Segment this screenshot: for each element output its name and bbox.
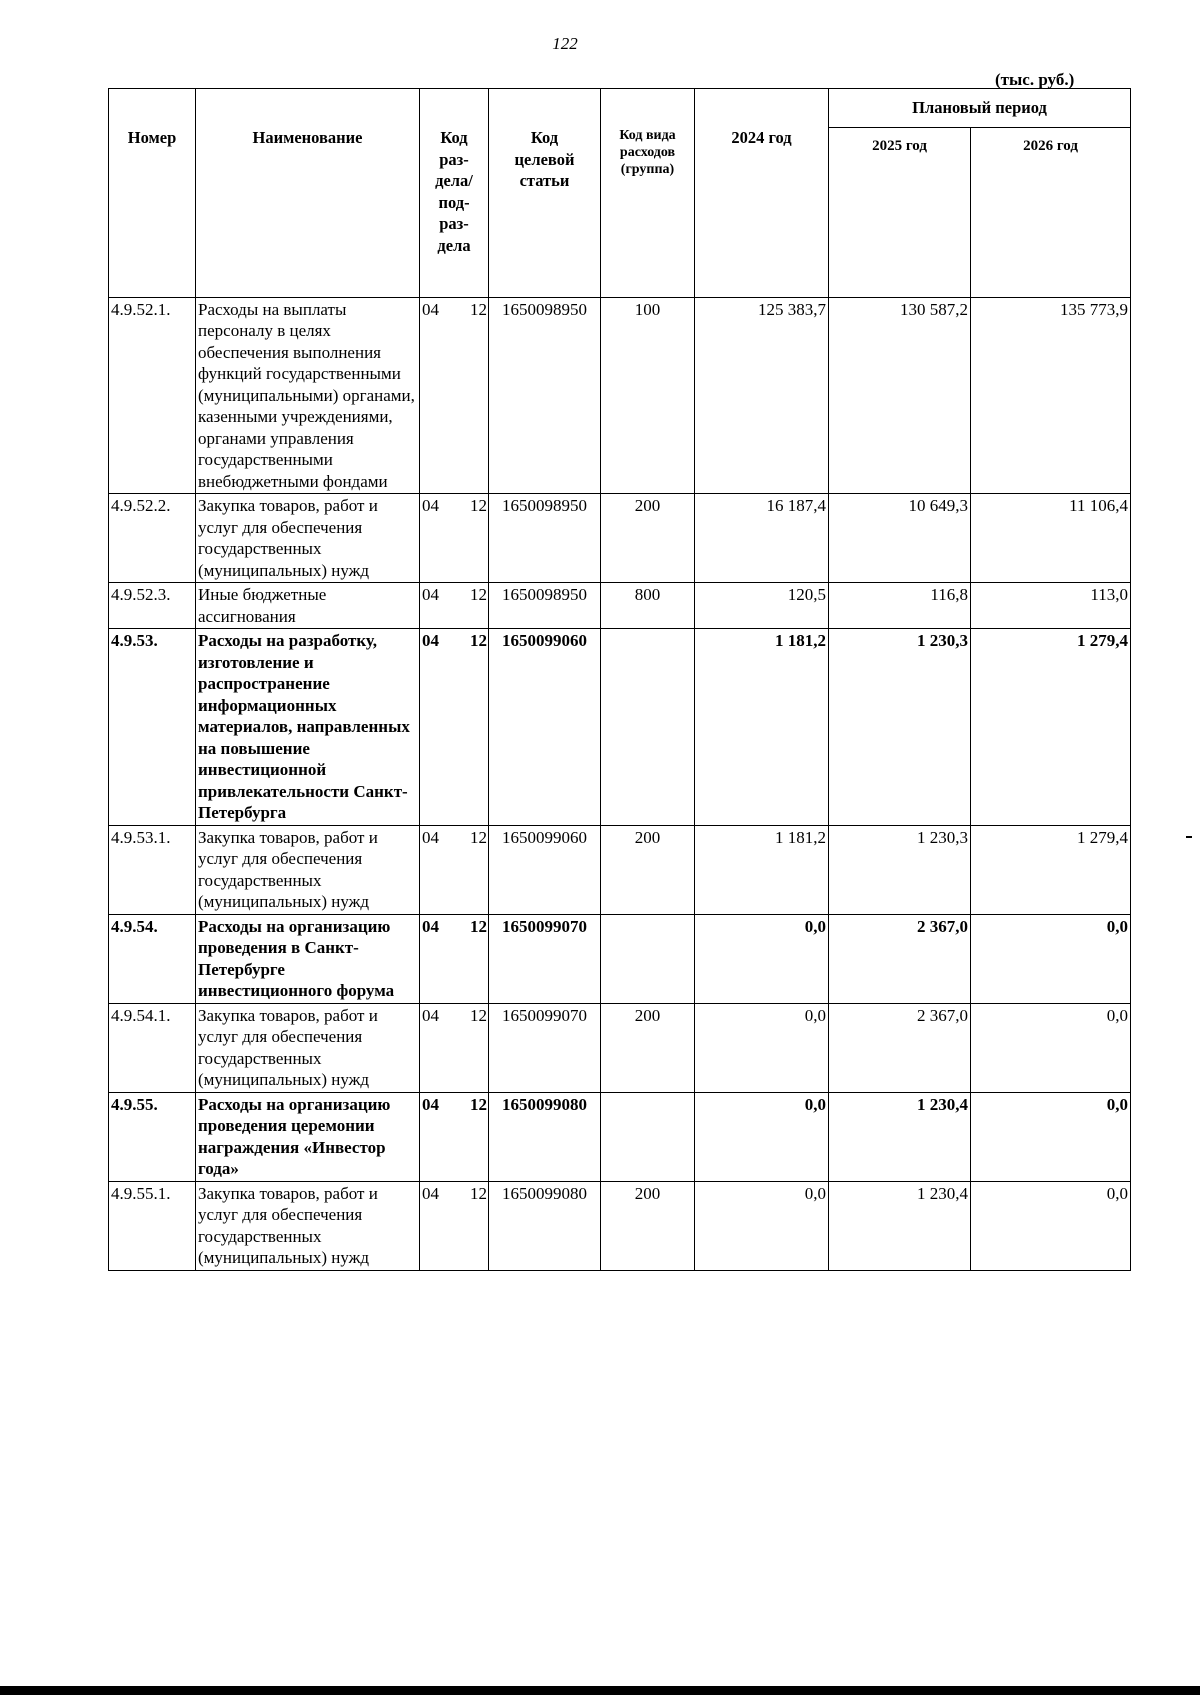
row-section: 04 — [422, 1005, 439, 1025]
row-name: Расходы на выплаты персоналу в целях обеспечения выполнения функций государственными (муниципальными) органами, казенными учреждениями, органами управления государственными внебюджетными фондами — [196, 297, 420, 494]
row-target-code: 1650098950 — [489, 297, 601, 494]
row-name: Расходы на разработку, изготовление и распространение информационных материалов, направленных на повышение инвестиционной привлекательности Санкт-Петербурга — [196, 629, 420, 826]
header-year-2026: 2026 год — [971, 127, 1131, 297]
row-value-2025: 1 230,4 — [829, 1181, 971, 1270]
row-value-2024: 0,0 — [695, 1092, 829, 1181]
row-section-code — [420, 1003, 489, 1092]
row-value-2025: 1 230,4 — [829, 1092, 971, 1181]
row-value-2026: 0,0 — [971, 1181, 1131, 1270]
row-target-code: 1650099080 — [489, 1092, 601, 1181]
row-value-2024: 1 181,2 — [695, 825, 829, 914]
row-section: 04 — [422, 827, 439, 847]
table-row — [109, 583, 1131, 629]
row-target-code: 1650099060 — [489, 825, 601, 914]
row-expense-type: 200 — [601, 1181, 695, 1270]
row-expense-type: 200 — [601, 494, 695, 583]
row-value-2026: 11 106,4 — [971, 494, 1131, 583]
row-name: Расходы на организацию проведения в Санкт-Петербурге инвестиционного форума — [196, 914, 420, 1003]
row-value-2026: 135 773,9 — [971, 297, 1131, 494]
row-target-code: 1650099080 — [489, 1181, 601, 1270]
row-value-2026: 0,0 — [971, 914, 1131, 1003]
row-name: Закупка товаров, работ и услуг для обеспечения государственных (муниципальных) нужд — [196, 1003, 420, 1092]
row-expense-type: 800 — [601, 583, 695, 629]
row-subsection: 12 — [470, 631, 487, 650]
table-row — [109, 1092, 1131, 1181]
row-number: 4.9.53.1. — [109, 825, 196, 914]
row-number: 4.9.55.1. — [109, 1181, 196, 1270]
row-subsection: 12 — [470, 916, 487, 936]
row-section-code — [420, 297, 489, 494]
row-subsection: 12 — [470, 1005, 487, 1025]
row-value-2024: 125 383,7 — [695, 297, 829, 494]
row-value-2024: 0,0 — [695, 1181, 829, 1270]
row-section: 04 — [422, 1183, 439, 1203]
row-expense-type: 200 — [601, 1003, 695, 1092]
row-section-code — [420, 914, 489, 1003]
budget-table — [108, 88, 1131, 1271]
row-section: 04 — [422, 1094, 439, 1114]
unit-note: (тыс. руб.) — [995, 70, 1075, 89]
row-section: 04 — [422, 585, 439, 604]
row-section-code — [420, 1181, 489, 1270]
row-name: Закупка товаров, работ и услуг для обеспечения государственных (муниципальных) нужд — [196, 825, 420, 914]
table-body — [109, 297, 1131, 1270]
row-section: 04 — [422, 631, 439, 650]
row-subsection: 12 — [470, 827, 487, 847]
row-section-code — [420, 825, 489, 914]
row-subsection: 12 — [470, 299, 487, 319]
table-row — [109, 1003, 1131, 1092]
row-section: 04 — [422, 916, 439, 936]
row-section-code — [420, 629, 489, 826]
row-value-2025: 10 649,3 — [829, 494, 971, 583]
header-row — [109, 89, 1131, 128]
row-section-code — [420, 494, 489, 583]
row-number: 4.9.54. — [109, 914, 196, 1003]
row-value-2024: 1 181,2 — [695, 629, 829, 826]
row-expense-type: 100 — [601, 297, 695, 494]
table-row — [109, 297, 1131, 494]
row-value-2025: 116,8 — [829, 583, 971, 629]
row-value-2026: 1 279,4 — [971, 825, 1131, 914]
row-section-code — [420, 1092, 489, 1181]
row-name: Закупка товаров, работ и услуг для обеспечения государственных (муниципальных) нужд — [196, 494, 420, 583]
header-target-code: Код целевой статьи — [489, 89, 601, 298]
table-row — [109, 914, 1131, 1003]
row-target-code: 1650098950 — [489, 583, 601, 629]
scan-edge — [0, 1686, 1200, 1695]
row-value-2025: 2 367,0 — [829, 1003, 971, 1092]
row-name: Иные бюджетные ассигнования — [196, 583, 420, 629]
row-value-2024: 16 187,4 — [695, 494, 829, 583]
row-section: 04 — [422, 299, 439, 319]
row-subsection: 12 — [470, 1183, 487, 1203]
row-number: 4.9.53. — [109, 629, 196, 826]
row-value-2024: 120,5 — [695, 583, 829, 629]
row-value-2025: 1 230,3 — [829, 825, 971, 914]
row-target-code: 1650099060 — [489, 629, 601, 826]
row-value-2026: 0,0 — [971, 1003, 1131, 1092]
table-row — [109, 1181, 1131, 1270]
row-number: 4.9.55. — [109, 1092, 196, 1181]
header-section-code: Код раз-дела/ под-раз-дела — [420, 89, 489, 298]
row-number: 4.9.52.1. — [109, 297, 196, 494]
header-year-2024: 2024 год — [695, 89, 829, 298]
row-value-2024: 0,0 — [695, 1003, 829, 1092]
row-expense-type — [601, 1092, 695, 1181]
page-number: 122 — [552, 34, 578, 53]
row-name: Расходы на организацию проведения церемонии награждения «Инвестор года» — [196, 1092, 420, 1181]
row-number: 4.9.52.2. — [109, 494, 196, 583]
header-expense-type: Код вида расходов (группа) — [601, 89, 695, 298]
header-name: Наименование — [196, 89, 420, 298]
row-number: 4.9.52.3. — [109, 583, 196, 629]
row-value-2026: 113,0 — [971, 583, 1131, 629]
row-expense-type: 200 — [601, 825, 695, 914]
table-row — [109, 629, 1131, 826]
row-target-code: 1650098950 — [489, 494, 601, 583]
row-expense-type — [601, 914, 695, 1003]
row-subsection: 12 — [470, 496, 487, 515]
header-year-2025: 2025 год — [829, 127, 971, 297]
row-value-2024: 0,0 — [695, 914, 829, 1003]
margin-mark — [1186, 836, 1192, 838]
row-section-code — [420, 583, 489, 629]
row-expense-type — [601, 629, 695, 826]
row-target-code: 1650099070 — [489, 1003, 601, 1092]
table-row — [109, 494, 1131, 583]
row-subsection: 12 — [470, 585, 487, 604]
row-section: 04 — [422, 496, 439, 515]
row-target-code: 1650099070 — [489, 914, 601, 1003]
row-value-2025: 130 587,2 — [829, 297, 971, 494]
row-value-2026: 1 279,4 — [971, 629, 1131, 826]
table-row — [109, 825, 1131, 914]
header-number: Номер — [109, 89, 196, 298]
row-value-2025: 1 230,3 — [829, 629, 971, 826]
row-name: Закупка товаров, работ и услуг для обеспечения государственных (муниципальных) нужд — [196, 1181, 420, 1270]
header-planning-period: Плановый период — [829, 89, 1131, 128]
row-value-2025: 2 367,0 — [829, 914, 971, 1003]
row-subsection: 12 — [470, 1094, 487, 1114]
row-value-2026: 0,0 — [971, 1092, 1131, 1181]
row-number: 4.9.54.1. — [109, 1003, 196, 1092]
